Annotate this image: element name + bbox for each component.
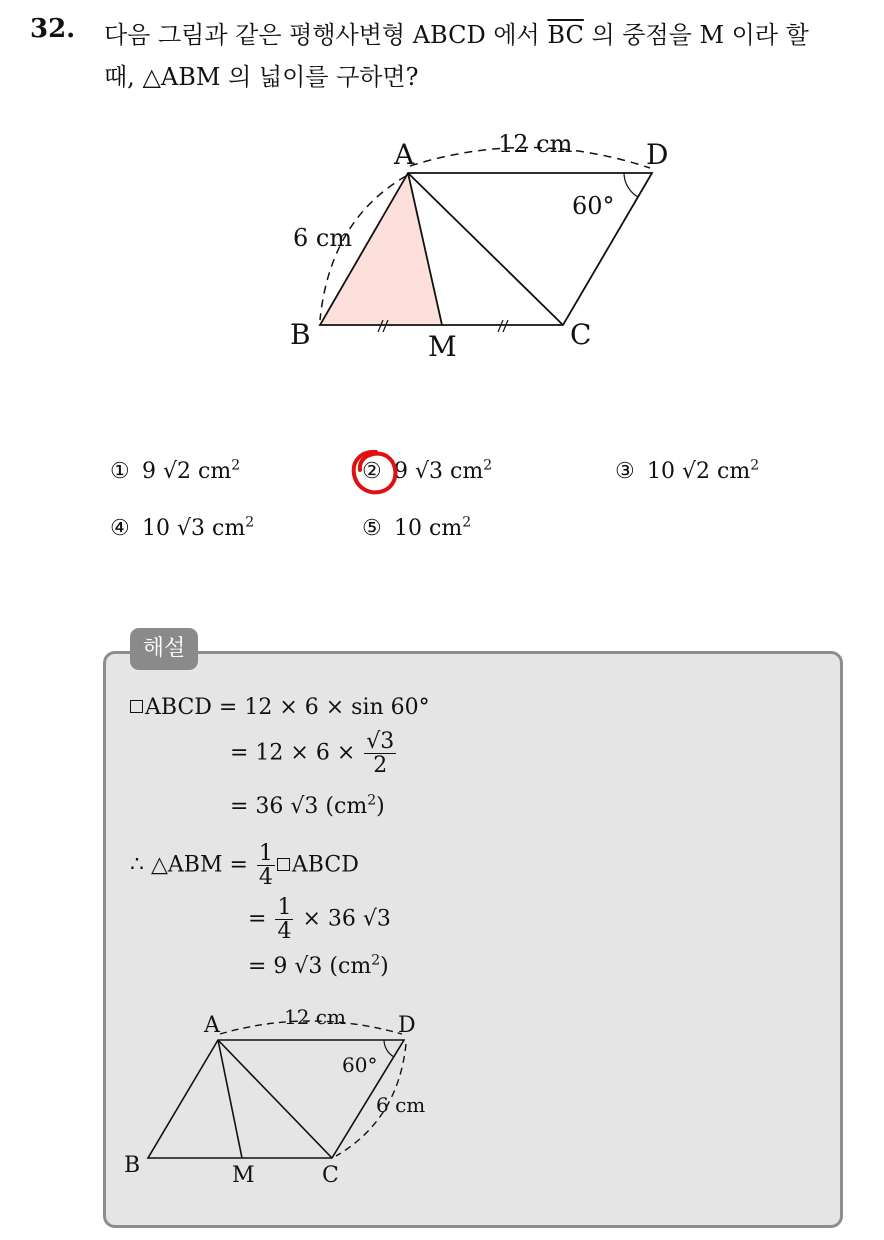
fraction-one-quarter-2: $\frac{1}{4}$ xyxy=(277,895,292,945)
question-number: 32. xyxy=(30,14,76,44)
solution-line-6: = 9 √3 $(cm^2)$ xyxy=(248,952,389,979)
solution-line-2: = 12 × 6 × $\frac{√3}{2}$ xyxy=(230,729,395,779)
solution-line-4: ∴ △ABM = $\frac{1}{4}$ ABCD xyxy=(130,841,359,891)
label-d-2: D xyxy=(398,1013,416,1038)
label-angle-2: 60° xyxy=(342,1053,378,1077)
question-line2: 때, △ABM 의 넓이를 구하면? xyxy=(104,63,419,91)
choice-5[interactable]: ⑤ 10 $cm^2$ xyxy=(362,514,472,541)
parallelogram-symbol-icon xyxy=(130,700,143,713)
solution-line-5: = $\frac{1}{4}$ × 36 √3 xyxy=(248,895,391,945)
choice-2-number: ② xyxy=(362,459,382,484)
label-c: C xyxy=(570,318,592,351)
segment-bc-overline: $\overline{BC}$ xyxy=(547,21,584,49)
question-line1-start: 다음 그림과 같은 평행사변형 ABCD 에서 xyxy=(104,21,548,49)
label-m: M xyxy=(428,330,457,363)
choice-4[interactable]: ④ 10 √3 $cm^2$ xyxy=(110,514,255,541)
label-b-2: B xyxy=(124,1153,141,1178)
choice-1-number: ① xyxy=(110,459,130,484)
fraction-one-quarter: $\frac{1}{4}$ xyxy=(258,841,273,891)
label-a-2: A xyxy=(204,1013,220,1038)
angle-mark-d-2 xyxy=(384,1040,394,1057)
choice-5-number: ⑤ xyxy=(362,516,382,541)
choice-3-number: ③ xyxy=(615,459,635,484)
solution-tag: 해설 xyxy=(130,628,198,670)
parallelogram-figure xyxy=(0,0,884,420)
parallelogram-symbol-icon xyxy=(277,858,290,871)
choice-1[interactable]: ① 9 √2 $cm^2$ xyxy=(110,457,241,484)
label-angle: 60° xyxy=(572,192,615,220)
label-d: D xyxy=(646,138,669,171)
label-top-length-2: 12 cm xyxy=(284,1005,346,1029)
label-b: B xyxy=(290,318,311,351)
choice-2[interactable]: ② 9 √3 $cm^2$ xyxy=(362,457,493,484)
label-a: A xyxy=(394,138,415,171)
question-line1-end: 의 중점을 M 이라 할 xyxy=(583,21,809,49)
angle-mark-d xyxy=(624,173,638,197)
segment-am-2 xyxy=(218,1040,242,1158)
solution-figure xyxy=(0,1000,884,1240)
diagonal-ac-2 xyxy=(218,1040,332,1158)
label-side-length: 6 cm xyxy=(293,224,353,252)
fraction-sqrt3-over-2: $\frac{√3}{2}$ xyxy=(366,729,395,779)
choice-3[interactable]: ③ 10 √2 $cm^2$ xyxy=(615,457,760,484)
label-m-2: M xyxy=(232,1163,255,1188)
solution-line-1: ABCD = 12 × 6 × sin 60° xyxy=(130,695,430,720)
label-c-2: C xyxy=(322,1163,339,1188)
label-top-length: 12 cm xyxy=(498,130,573,158)
answer-circle-mark xyxy=(346,445,406,501)
choice-4-number: ④ xyxy=(110,516,130,541)
solution-line-3: = 36 √3 $(cm^2)$ xyxy=(230,792,385,819)
label-side-length-2: 6 cm xyxy=(376,1093,426,1117)
